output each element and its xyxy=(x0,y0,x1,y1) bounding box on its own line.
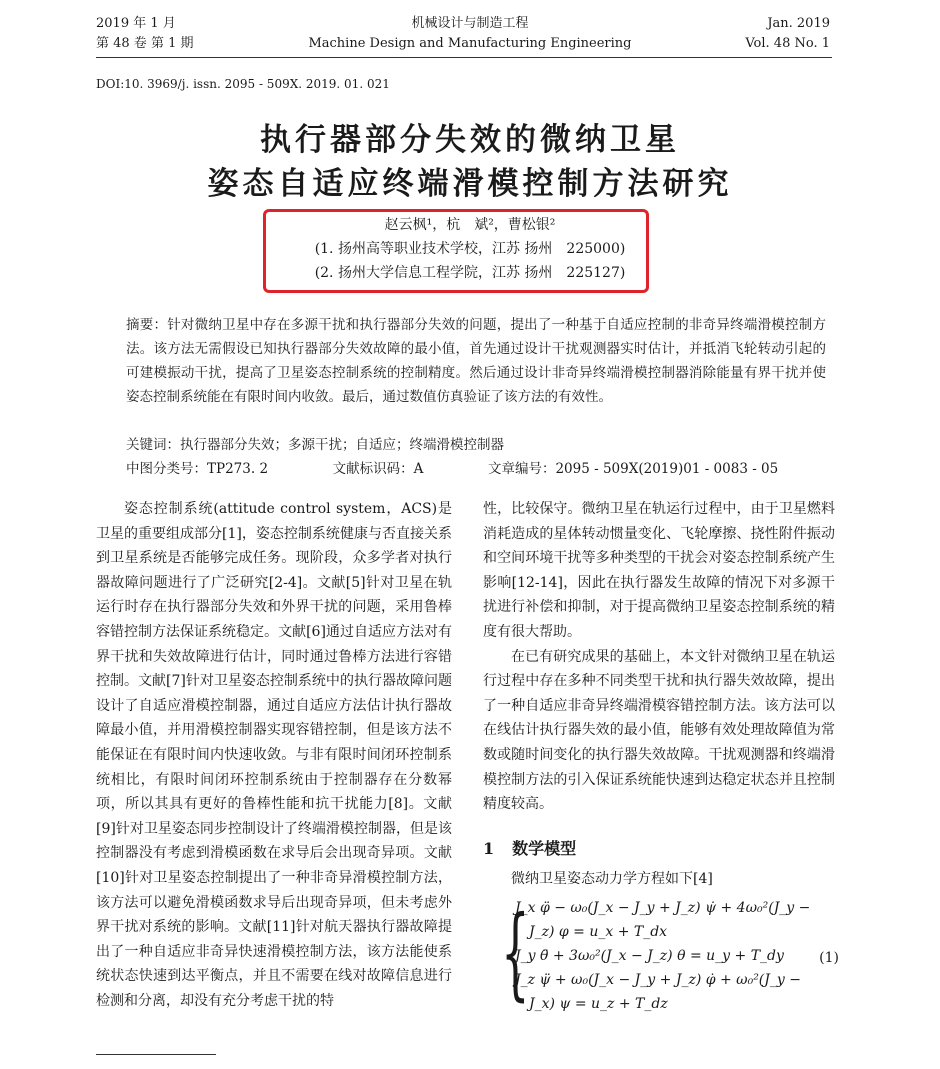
paper-title xyxy=(0,118,940,206)
classification-line xyxy=(126,457,846,481)
header-volume-en: Vol. 48 No. 1 xyxy=(745,36,830,51)
section-number: 1 xyxy=(483,838,495,858)
journal-issue xyxy=(745,14,830,54)
dynamics-equation xyxy=(501,893,839,1016)
header-date-line: 2019 年 1 月 xyxy=(96,16,176,31)
equation-line: J_z) φ = u_x + T_dx xyxy=(529,923,668,940)
header-date-en: Jan. 2019 xyxy=(767,16,830,31)
section-title: 数学模型 xyxy=(512,838,577,858)
intro-paragraph: 姿态控制系统(attitude control system，ACS)是卫星的重要组成部分[1]，姿态控制系统健康与否直接关系到卫星系统是否能够完成任务。现阶段，众多学者对执行器故障问题进行了广泛研究[2-4]。文献[5]针对卫星在轨运行时存在执行器部分失效和外界干扰的问题，采用鲁棒容错控制方法保证系统稳定。文献[6]通过自适应方法对有界干扰和失效故障进行估计，同时通过鲁棒方法进行容错控制。文献[7]针对卫星姿态控制系统中的执行器故障问题设计了自适应滑模控制器，通过自适应方法估计执行器故障最小值，并用滑模控制器实现容错控制，但是该方法不能保证在有限时间内快速收敛。与非有限时间闭环控制系统相比，有限时间闭环控制系统由于控制器存在分数幂项，所以其具有更好的鲁棒性能和抗干扰能力[8]。文献[9]针对卫星姿态同步控制设计了终端滑模控制器，但是该控制器没有考虑到滑模函数在求导后会出现奇异项。文献[10]针对卫星姿态控制提出了一种非奇异滑模控制方法，该方法可以避免滑模函数求导后出现奇异项，但未考虑外界干扰对系统的影响。文献[11]针对航天器执行器故障提出了一种自适应非奇异快速滑模控制方法，该方法能使系统状态快速到达平衡点，并且不需要在线对故障信息进行检测和分离，却没有充分考虑干扰的特 xyxy=(96,501,452,1009)
right-column xyxy=(483,497,839,1016)
equation-number: (1) xyxy=(819,949,839,966)
keywords: 关键词：执行器部分失效；多源干扰；自适应；终端滑模控制器 xyxy=(126,437,504,453)
title-line-1: 执行器部分失效的微纳卫星 xyxy=(260,122,680,158)
clc-number: 中图分类号：TP273. 2 xyxy=(126,461,269,477)
abstract-text: 摘要：针对微纳卫星中存在多源干扰和执行器部分失效的问题，提出了一种基于自适应控制的非奇异终端滑模控制方法。该方法无需假设已知执行器部分失效故障的最小值，首先通过设计干扰观测器实时估计，并抵消飞轮转动引起的可建模振动干扰，提高了卫星姿态控制系统的控制精度。然后通过设计非奇异终端滑模控制器消除能量有界干扰并使姿态控制系统能在有限时间内收敛。最后，通过数值仿真验证了该方法的有效性。 xyxy=(126,317,826,405)
doi: DOI:10. 3969/j. issn. 2095 - 509X. 2019. 01. 021 xyxy=(96,77,390,91)
author-names: 赵云枫¹，杭 斌²，曹松银² xyxy=(384,217,556,233)
title-line-2: 姿态自适应终端滑模控制方法研究 xyxy=(207,166,733,202)
contribution-paragraph: 在已有研究成果的基础上，本文针对微纳卫星在轨运行过程中存在多种不同类型干扰和执行器失效故障，提出了一种自适应非奇异终端滑模容错控制方法。该方法可以在线估计执行器失效的最小值，能够有效处理故障值为常数或随时间变化的执行器失效故障。干扰观测器和终端滑模控制方法的引入保证系统能快速到达稳定状态并且控制精度较高。 xyxy=(483,648,835,813)
section-heading xyxy=(483,837,835,862)
abstract xyxy=(126,313,826,409)
equation-line: J_y θ̈ + 3ω₀²(J_x − J_z) θ = u_y + T_dy xyxy=(515,947,784,964)
affiliation-1: (1. 扬州高等职业技术学校，江苏 扬州 225000) xyxy=(314,241,626,257)
section-intro: 微纳卫星姿态动力学方程如下[4] xyxy=(511,871,713,888)
equation-brace: { xyxy=(501,893,530,1011)
equation-line: J_z ψ̈ + ω₀(J_x − J_y + J_z) φ̇ + ω₀²(J_y − xyxy=(515,971,801,988)
equation-line: J_x φ̈ − ω₀(J_x − J_y + J_z) ψ̇ + 4ω₀²(J_y − xyxy=(515,899,811,916)
left-column xyxy=(96,497,452,1013)
document-code: 文献标识码：A xyxy=(332,461,424,477)
equation-line: J_x) ψ = u_z + T_dz xyxy=(529,995,668,1012)
journal-name-cn: 机械设计与制造工程 xyxy=(411,16,529,31)
intro-continued: 性，比较保守。微纳卫星在轨运行过程中，由于卫星燃料消耗造成的星体转动惯量变化、飞轮摩擦、挠性附件振动和空间环境干扰等多种类型的干扰会对姿态控制系统产生影响[12-14]，因此在执行器发生故障的情况下对多源干扰进行补偿和抑制，对于提高微纳卫星姿态控制系统的精度有很大帮助。 xyxy=(483,501,835,640)
affiliation-2: (2. 扬州大学信息工程学院，江苏 扬州 225127) xyxy=(314,265,626,281)
journal-name-en: Machine Design and Manufacturing Engineering xyxy=(308,36,632,51)
paper-meta xyxy=(126,433,846,481)
authors-block xyxy=(0,213,940,285)
header-volume-line: 第 48 卷 第 1 期 xyxy=(96,36,194,51)
article-number: 文章编号：2095 - 509X(2019)01 - 0083 - 05 xyxy=(487,461,779,477)
footnote-divider xyxy=(96,1054,216,1055)
header-divider xyxy=(96,57,832,58)
